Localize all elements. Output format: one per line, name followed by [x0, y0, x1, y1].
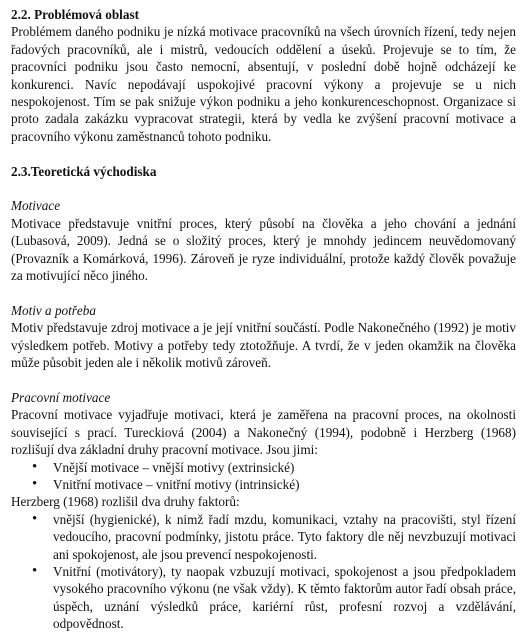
document-page — [11, 6, 516, 633]
section-heading-theory: 2.3.Teoretická východiska — [11, 163, 157, 179]
spacer — [11, 145, 516, 162]
section-heading-problem: 2.2. Problémová oblast — [11, 7, 139, 22]
list-item: • Vnější motivace – vnější motivy (extrinsické) — [32, 459, 516, 476]
subheading-motivace: Motivace — [11, 198, 61, 214]
spacer — [11, 371, 516, 388]
spacer — [11, 284, 516, 301]
subheading-motiv: Motiv a potřeba — [11, 302, 96, 318]
list-item: • Vnitřní (motivátory), ty naopak vzbuzují motivaci, spokojenost a jsou předpokladem vysokého pracovního výkonu (ne však vždy). K těmto faktorům autor řadí obsah práce, úspěch, uznání výsledků práce, kariérní růst, profesní rozvoj a vzdělávání, odpovědnost. — [32, 563, 516, 633]
list-item: • vnější (hygienické), k nimž řadí mzdu, komunikaci, vztahy na pracovišti, styl řízení vedoucího, pracovní podmínky, jistotu práce. Tyto faktory dle něj nevzbuzují motivaci ani spokojenost, ale jsou prevencí nespokojenosti. — [32, 511, 516, 563]
pracovni-paragraph: Pracovní motivace vyjadřuje motivaci, která je zaměřena na pracovní proces, na okolnosti související s prací. Tureckiová (2004) a Nakonečný (1994), podobně i Herzberg (1968) rozlišují dva základní druhy pracovní motivace. Jsou jimi: — [11, 407, 516, 458]
motivace-paragraph: Motivace představuje vnitřní proces, který působí na člověka a jeho chování a jednání (Lubasová, 2009). Jedná se o složitý proces, který je mnohdy jedincem neuvědomovaný (Provazník a Komárková, 1996). Zároveň je ryze individuální, protože každý člověk považuje za motivující něco jiného. — [11, 215, 516, 284]
motivation-types-list — [11, 459, 516, 494]
subheading-pracovni: Pracovní motivace — [11, 389, 111, 405]
herzberg-intro: Herzberg (1968) rozlišil dva druhy faktorů: — [11, 494, 240, 510]
motiv-paragraph: Motiv představuje zdroj motivace a je její vnitřní součástí. Podle Nakonečného (1992) je motiv výsledkem potřeb. Motivy a potřeby tedy ztotožňuje. A tvrdí, že v jeden okamžik na člověka může působit jeden ale i několik motivů zároveň. — [11, 320, 516, 371]
herzberg-factors-list — [11, 511, 516, 633]
problem-paragraph: Problémem daného podniku je nízká motivace pracovníků na všech úrovních řízení, tedy nejen řadových pracovníků, ale i mistrů, vedoucích oddělení a úseků. Projevuje se to tím, že pracovníci podniku jsou často nemocní, absentují, v poslední době hojně odcházejí ke konkurenci. Navíc nepodávají uspokojivé pracovní výkony a projevuje se u nich nespokojenost. Tím se pak snižuje výkon podniku a jeho konkurenceschopnost. Organizace si proto zadala zakázku vypracovat strategii, která by vedla ke zvýšení pracovní motivace a pracovního výkonu zaměstnanců tohoto podniku. — [11, 24, 516, 144]
list-item: • Vnitřní motivace – vnitřní motivy (intrinsické) — [32, 476, 516, 493]
spacer — [11, 180, 516, 197]
